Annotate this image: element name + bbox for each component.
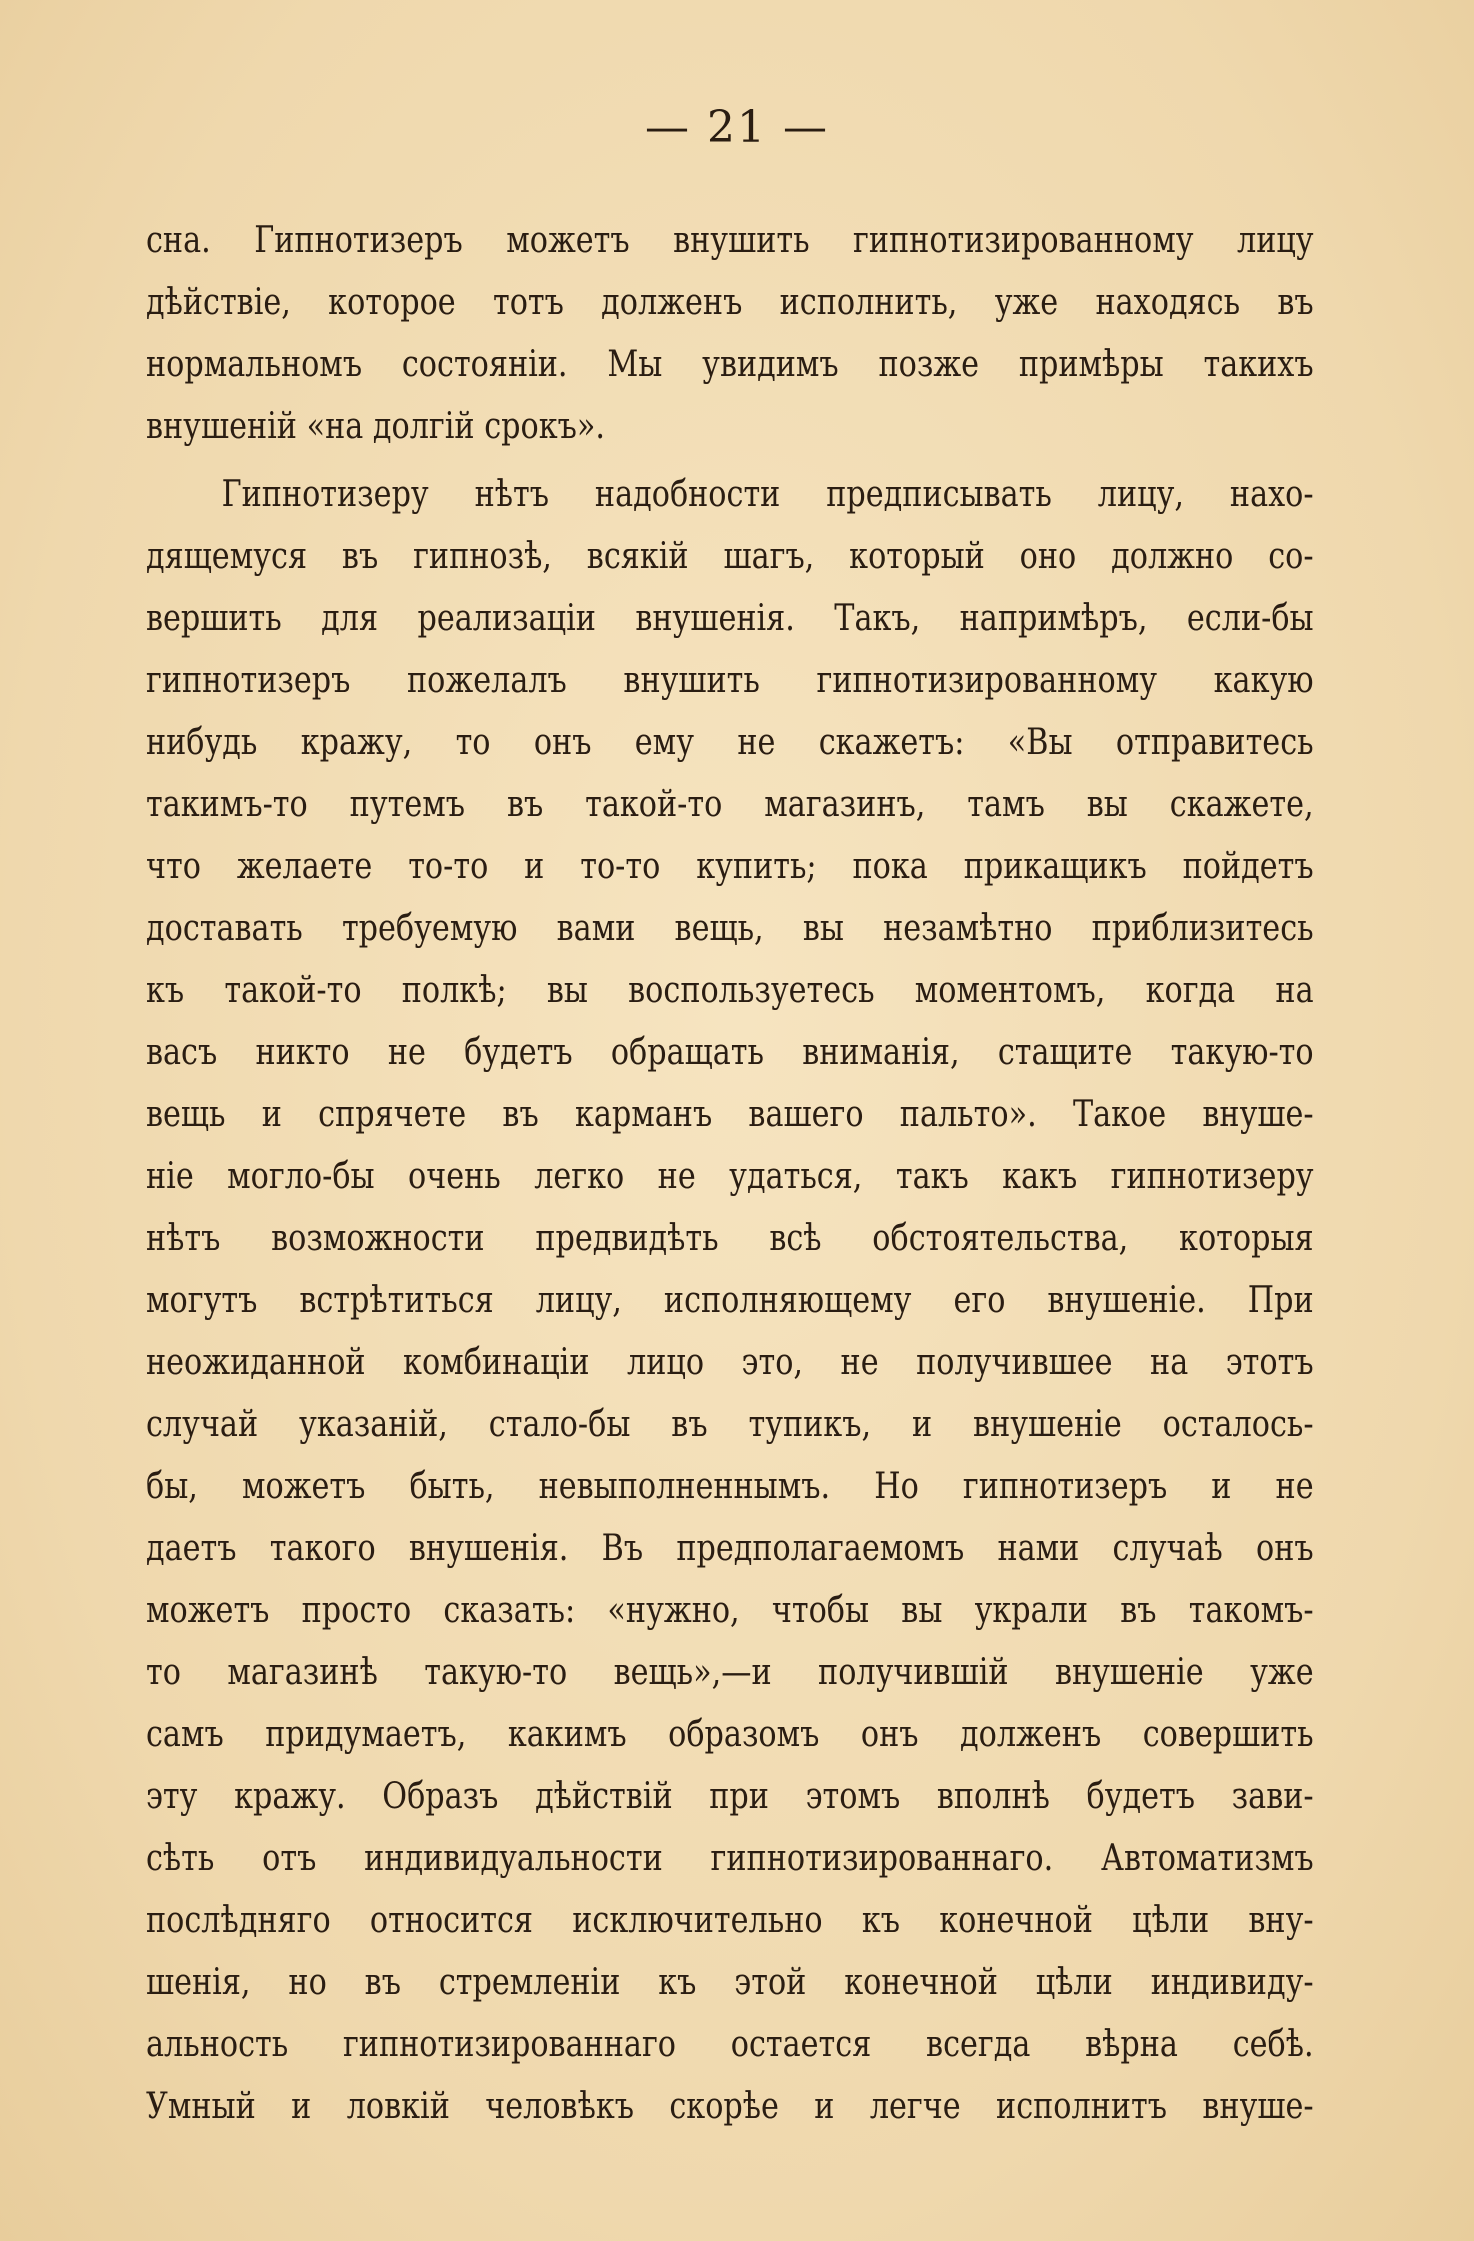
text-line: гипнотизеръ пожелалъ внушить гипнотизированному какую [146,660,1314,701]
text-line: альность гипнотизированнаго остается всегда вѣрна себѣ. [146,2024,1314,2065]
text-line: то магазинѣ такую-то вещь»,—и получившій внушеніе уже [146,1652,1314,1693]
text-line: что желаете то-то и то-то купить; пока прикащикъ пойдетъ [146,846,1314,887]
text-line: нормальномъ состояніи. Мы увидимъ позже примѣры такихъ [146,344,1314,385]
page-number: — 21 — [645,102,829,153]
text-line: можетъ просто сказать: «нужно, чтобы вы украли въ такомъ- [146,1590,1314,1631]
text-line: Гипнотизеру нѣтъ надобности предписывать лицу, нахо- [221,474,1314,515]
text-line: доставать требуемую вами вещь, вы незамѣтно приблизитесь [146,908,1314,949]
text-line: послѣдняго относится исключительно къ конечной цѣли вну- [146,1900,1314,1941]
text-line: Умный и ловкій человѣкъ скорѣе и легче исполнитъ внуше- [146,2086,1314,2127]
text-line: даетъ такого внушенія. Въ предполагаемомъ нами случаѣ онъ [146,1528,1314,1569]
text-line: шенія, но въ стремленіи къ этой конечной цѣли индивиду- [146,1962,1314,2003]
text-line: могутъ встрѣтиться лицу, исполняющему его внушеніе. При [146,1280,1314,1321]
text-line: дящемуся въ гипнозѣ, всякій шагъ, который оно должно со- [146,536,1314,577]
text-line: бы, можетъ быть, невыполненнымъ. Но гипнотизеръ и не [146,1466,1314,1507]
text-line: внушеній «на долгій срокъ». [146,406,605,447]
text-line: случай указаній, стало-бы въ тупикъ, и внушеніе осталось- [146,1404,1314,1445]
text-line: ніе могло-бы очень легко не удаться, такъ какъ гипнотизеру [146,1156,1314,1197]
text-line: дѣйствіе, которое тотъ долженъ исполнить, уже находясь въ [146,282,1314,323]
text-line: нибудь кражу, то онъ ему не скажетъ: «Вы отправитесь [146,722,1314,763]
text-line: сна. Гипнотизеръ можетъ внушить гипнотизированному лицу [146,220,1314,261]
text-line: къ такой-то полкѣ; вы воспользуетесь моментомъ, когда на [146,970,1314,1011]
text-line: нѣтъ возможности предвидѣть всѣ обстоятельства, которыя [146,1218,1314,1259]
text-line: вещь и спрячете въ карманъ вашего пальто». Такое внуше- [146,1094,1314,1135]
text-line: эту кражу. Образъ дѣйствій при этомъ вполнѣ будетъ зави- [146,1776,1314,1817]
text-line: вершить для реализаціи внушенія. Такъ, напримѣръ, если-бы [146,598,1314,639]
text-line: сѣть отъ индивидуальности гипнотизированнаго. Автоматизмъ [146,1838,1314,1879]
text-line: такимъ-то путемъ въ такой-то магазинъ, тамъ вы скажете, [146,784,1314,825]
page-text [146,210,1314,2138]
text-line: неожиданной комбинаціи лицо это, не получившее на этотъ [146,1342,1314,1383]
text-line: самъ придумаетъ, какимъ образомъ онъ долженъ совершить [146,1714,1314,1755]
text-line: васъ никто не будетъ обращать вниманія, стащите такую-то [146,1032,1314,1073]
